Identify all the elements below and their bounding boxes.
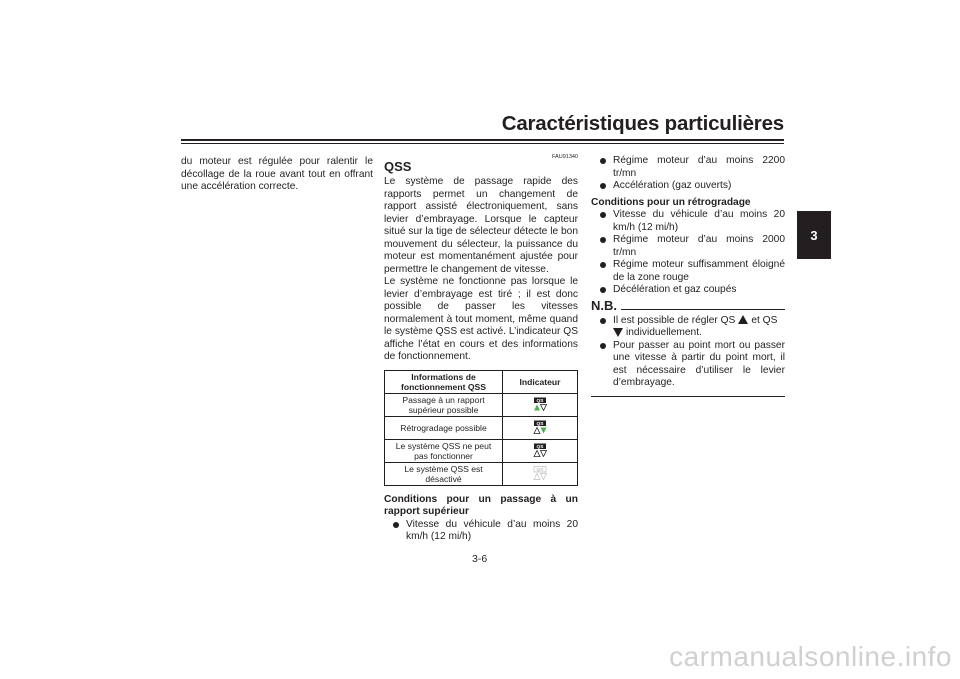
column-left	[181, 156, 373, 194]
header-rule-thick	[181, 139, 784, 141]
qss-paragraph-2: Le système ne fonctionne pas lorsque le levier d’embrayage est tiré ; il est donc possible de passer les vitesses normalement à tout moment, même quand le système QSS est activé. L’indicateur QS affiche l’état en cours et des informations de fonctionnement.	[384, 276, 578, 362]
upshift-conditions-heading: Conditions pour un passage à un rapport supérieur	[384, 493, 578, 517]
list-item: Régime moteur suffisamment éloigné de la zone rouge	[591, 259, 785, 284]
table-row-indicator	[503, 393, 578, 416]
triangle-down-icon	[613, 328, 623, 337]
qs-off-icon	[532, 466, 548, 480]
downshift-conditions-heading: Conditions pour un rétrogradage	[591, 196, 751, 208]
column-right	[591, 155, 785, 397]
column-middle	[384, 154, 578, 544]
table-row	[385, 416, 578, 439]
chapter-tab: 3	[797, 211, 831, 259]
qss-paragraph-1: Le système de passage rapide des rapports permet un changement de rapport assisté électroniquement, sans levier d’embrayage. Lorsque le capteur situé sur la tige de sélecteur détecte le bon mouvement du sélecteur, la puissance du moteur est momentanément ajustée pour permettre le changement de vitesse.	[384, 176, 578, 275]
list-item: Régime moteur d’au moins 2000 tr/mn	[591, 234, 785, 259]
note-end-rule	[591, 396, 785, 397]
downshift-conditions-list	[591, 209, 785, 297]
note-text-part: individuellement.	[626, 327, 702, 338]
qs-unavailable-icon	[532, 443, 548, 457]
list-item	[591, 315, 785, 340]
table-row-indicator	[503, 439, 578, 462]
table-row-indicator	[503, 462, 578, 485]
list-item: Régime moteur d’au moins 2200 tr/mn	[591, 155, 785, 180]
note-header	[591, 299, 785, 313]
upshift-conditions-list-cont	[591, 155, 785, 193]
triangle-up-icon	[738, 315, 748, 324]
qss-table	[384, 370, 578, 486]
note-text-part: Il est possible de régler QS	[613, 314, 736, 326]
continued-paragraph: du moteur est régulée pour ralentir le décollage de la roue avant tout en offrant une accélération correcte.	[181, 156, 373, 192]
qs-upshift-icon	[532, 397, 548, 411]
note-text-part: et QS	[751, 314, 778, 326]
list-item: Vitesse du véhicule d’au moins 20 km/h (12 mi/h)	[384, 519, 578, 544]
list-item: Accélération (gaz ouverts)	[591, 180, 785, 193]
qs-icon-label: QS	[536, 398, 544, 404]
list-item: Pour passer au point mort ou passer une vitesse à partir du point mort, il est nécessaire d’utiliser le levier d’embrayage.	[591, 340, 785, 390]
table-header-info: Informations de fonctionnement QSS	[385, 370, 503, 393]
note-list	[591, 315, 785, 390]
note-rule	[621, 309, 785, 310]
section-title: QSS	[384, 159, 412, 174]
page-number: 3-6	[472, 553, 488, 565]
table-row	[385, 393, 578, 416]
table-header-row	[385, 370, 578, 393]
table-header-indicator: Indicateur	[503, 370, 578, 393]
table-row-label: Le système QSS ne peut pas fonctionner	[385, 439, 503, 462]
table-row	[385, 439, 578, 462]
page-header-title: Caractéristiques particulières	[501, 112, 784, 135]
table-row-indicator	[503, 416, 578, 439]
reference-code: FAU91340	[552, 154, 578, 160]
table-row-label: Passage à un rapport supérieur possible	[385, 393, 503, 416]
header-rule-thin	[181, 143, 784, 144]
note-label: N.B.	[591, 297, 617, 313]
table-row-label: Rétrogradage possible	[385, 416, 503, 439]
watermark: carmanualsonline.info	[669, 641, 952, 672]
upshift-conditions-list	[384, 519, 578, 544]
table-row	[385, 462, 578, 485]
qs-icon-label: QS	[536, 444, 544, 450]
qs-icon-label: QS	[536, 467, 544, 473]
list-item: Vitesse du véhicule d’au moins 20 km/h (12 mi/h)	[591, 209, 785, 234]
qs-icon-label: QS	[536, 421, 544, 427]
table-row-label: Le système QSS est désactivé	[385, 462, 503, 485]
list-item: Décélération et gaz coupés	[591, 284, 785, 297]
qs-downshift-icon	[532, 420, 548, 434]
